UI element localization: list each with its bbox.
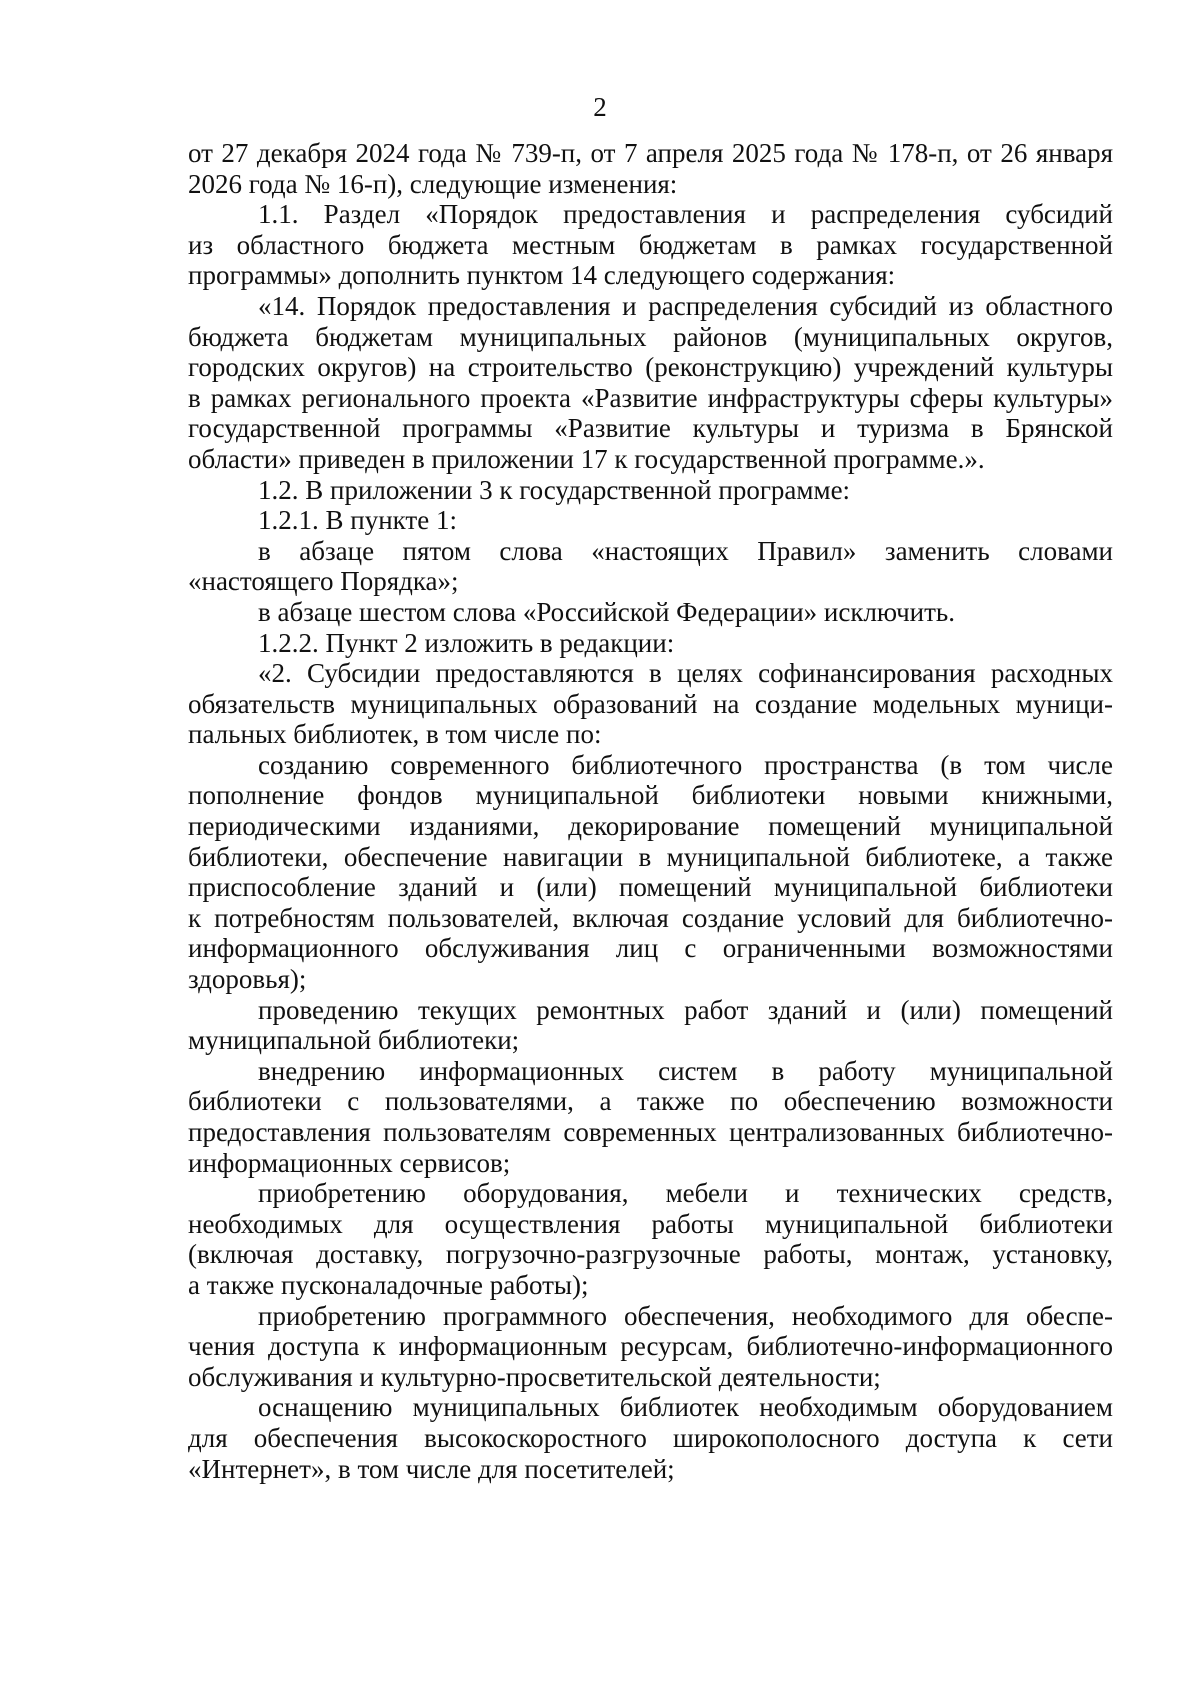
text-line: 2026 года № 16-п), следующие изменения:: [188, 168, 678, 199]
text-line: приобретению программного обеспечения, необходимого для обеспе-: [258, 1300, 1113, 1331]
text-line: предоставления пользователям современных централизованных библиотечно-: [188, 1117, 1113, 1147]
text-line: проведению текущих ремонтных работ зданий и (или) помещений: [258, 994, 1113, 1025]
text-line: приобретению оборудования, мебели и технических средств,: [258, 1178, 1113, 1209]
text-line: городских округов) на строительство (реконструкцию) учреждений культуры: [188, 352, 1113, 383]
text-line: для обеспечения высокоскоростного широкополосного доступа к сети: [188, 1422, 1113, 1453]
text-line: 1.1. Раздел «Порядок предоставления и распределения субсидий: [258, 199, 1113, 230]
text-line: библиотеки с пользователями, а также по обеспечению возможности: [188, 1086, 1113, 1117]
text-line: внедрению информационных систем в работу муниципальной: [258, 1055, 1113, 1086]
text-line: в абзаце шестом слова «Российской Федерации» исключить.: [258, 596, 955, 627]
text-line: муниципальной библиотеки;: [188, 1025, 520, 1056]
text-line: в рамках регионального проекта «Развитие инфраструктуры сферы культуры»: [188, 382, 1113, 413]
text-line: приспособление зданий и (или) помещений муниципальной библиотеки: [188, 872, 1113, 903]
text-line: «2. Субсидии предоставляются в целях софинансирования расходных: [258, 658, 1113, 689]
text-line: программы» дополнить пунктом 14 следующего содержания:: [188, 260, 896, 291]
text-line: «настоящего Порядка»;: [188, 566, 459, 597]
text-line: обязательств муниципальных образований на создание модельных муници-: [188, 688, 1113, 719]
text-line: государственной программы «Развитие культуры и туризма в Брянской: [188, 413, 1113, 444]
text-line: библиотеки, обеспечение навигации в муниципальной библиотеке, а также: [188, 841, 1113, 872]
text-line: в абзаце пятом слова «настоящих Правил» заменить словами: [258, 535, 1113, 566]
text-line: пальных библиотек, в том числе по:: [188, 719, 602, 750]
text-line: периодическими изданиями, декорирование помещений муниципальной: [188, 811, 1113, 842]
document-body: [188, 138, 1113, 1484]
text-line: необходимых для осуществления работы муниципальной библиотеки: [188, 1208, 1113, 1239]
text-line: к потребностям пользователей, включая создание условий для библиотечно-: [188, 902, 1113, 933]
text-line: обслуживания и культурно-просветительской деятельности;: [188, 1361, 881, 1392]
page-number: 2: [593, 92, 607, 122]
text-line: 1.2. В приложении 3 к государственной программе:: [258, 474, 851, 505]
text-line: от 27 декабря 2024 года № 739-п, от 7 апреля 2025 года № 178-п, от 26 января: [188, 138, 1113, 168]
text-line: а также пусконаладочные работы);: [188, 1269, 589, 1300]
text-line: бюджета бюджетам муниципальных районов (муниципальных округов,: [188, 321, 1113, 352]
text-line: области» приведен в приложении 17 к государственной программе.».: [188, 443, 985, 474]
text-line: (включая доставку, погрузочно-разгрузочные работы, монтаж, установку,: [188, 1239, 1113, 1270]
text-line: здоровья);: [188, 964, 307, 995]
text-line: информационных сервисов;: [188, 1147, 511, 1178]
text-line: «Интернет», в том числе для посетителей;: [188, 1453, 675, 1484]
text-line: созданию современного библиотечного пространства (в том числе: [258, 749, 1113, 780]
text-line: 1.2.1. В пункте 1:: [258, 505, 457, 536]
text-line: оснащению муниципальных библиотек необходимым оборудованием: [258, 1392, 1113, 1423]
text-line: информационного обслуживания лиц с ограниченными возможностями: [188, 933, 1113, 964]
text-line: чения доступа к информационным ресурсам, библиотечно-информационного: [188, 1331, 1113, 1362]
text-line: из областного бюджета местным бюджетам в рамках государственной: [188, 229, 1113, 260]
text-line: 1.2.2. Пункт 2 изложить в редакции:: [258, 627, 675, 658]
text-line: пополнение фондов муниципальной библиотеки новыми книжными,: [188, 780, 1113, 811]
text-line: «14. Порядок предоставления и распределения субсидий из областного: [258, 290, 1113, 321]
